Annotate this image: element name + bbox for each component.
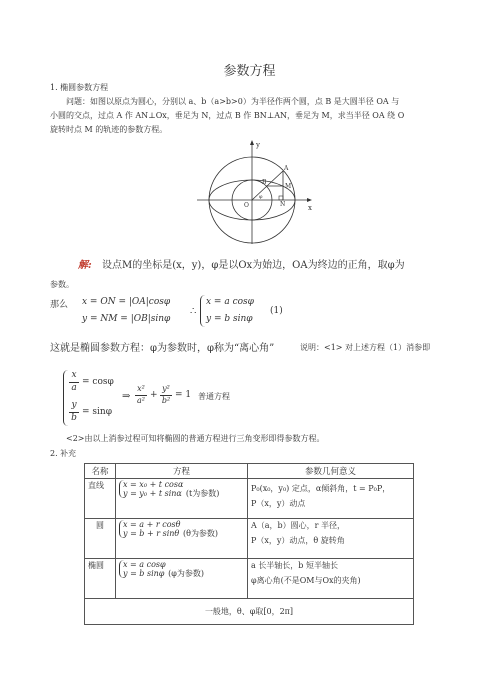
solution-label: 解: [78,260,92,271]
row-ellipse-meaning [248,559,414,599]
frac-x-rhs: = cosφ [82,377,114,387]
frac-y-den: b [71,413,77,423]
ellipse-param: (φ为参数) [168,569,205,578]
note-2: <2>由以上消参过程可知将椭圆的普通方程进行三角变形即得参数方程。 [66,434,325,443]
label-N: N [280,201,286,208]
ellipse-figure [195,138,325,246]
std-plus: + [150,390,158,400]
line-meaning-1: P₀(x₀，y₀) 定点，α倾斜角，t = P₀P， [251,484,391,493]
label-y: y [256,141,260,149]
derivation-x: x = ON = |OA|cosφ [82,297,171,307]
std-x-num: x² [137,384,145,393]
header-meaning: 参数几何意义 [248,464,414,479]
table-row [85,479,414,519]
result-brace [200,295,205,327]
radius-OA [252,171,283,200]
conclusion-text: 这就是椭圆参数方程：φ为参数时，φ称为“离心角” [50,343,275,354]
std-y-num: y² [162,384,170,393]
ellipse-brace [119,560,166,578]
circle-brace [119,520,180,538]
circle-eq-y: y = b + r sinθ [123,529,180,538]
frac-x-num: x [71,370,77,380]
label-x: x [308,204,312,212]
solution-line-1: 设点M的坐标是(x，y)，φ是以Ox为始边，OA为终边的正角，取φ为 [102,260,405,271]
section2-heading: 2. 补充 [50,449,77,458]
ellipse-eq-x: x = a cosφ [123,560,166,569]
frac-x-den: a [71,383,77,393]
problem-line-1: 问题：如图以原点为圆心，分别以 a、b（a>b>0）为半径作两个圆，点 B 是大圆半径 OA 与 [66,97,400,106]
section1-heading: 1. 椭圆参数方程 [50,83,109,92]
x-axis-arrow [307,198,312,202]
row-circle-equation [116,519,248,559]
line-eq-x: x = x₀ + t cosα [123,480,184,489]
row-circle-name: 圆 [85,519,116,559]
row-line-name: 直线 [85,479,116,519]
ellipse-meaning-1: a 长半轴长，b 短半轴长 [251,561,338,570]
table-row [85,519,414,559]
label-B: B [262,179,267,186]
implies-arrow: ⇒ [122,391,131,402]
equation-number: (1) [270,306,283,316]
right-angle-mark [279,196,283,200]
circle-meaning-2: P（x，y）动点，θ 旋转角 [251,536,345,545]
table-footer: 一般地，θ、φ取[0，2π] [85,599,414,625]
table-header-row [85,464,414,479]
label-M: M [285,183,292,190]
frac-y-num: y [71,400,77,410]
result-x: x = a cosφ [206,297,254,307]
line-meaning-2: P（x，y）动点 [251,499,306,508]
row-ellipse-equation [116,559,248,599]
circle-param: (θ为参数) [183,529,219,538]
note-1: 说明：<1> 对上述方程（1）消参即 [300,343,431,352]
row-line-meaning [248,479,414,519]
header-name: 名称 [85,464,116,479]
row-circle-meaning [248,519,414,559]
ellipse-meaning-2: φ离心角(不是OM与Ox的夹角) [251,576,361,585]
std-y-den: b² [161,396,171,405]
label-A: A [284,165,289,172]
ellipse-eq-y: y = b sinφ [123,569,165,578]
fraction-brace [63,370,68,426]
derivation-y: y = NM = |OB|sinφ [82,314,171,324]
therefore-sign: ∴ [190,306,197,317]
std-x-den: a² [137,396,145,405]
result-y: y = b sinφ [206,314,253,324]
table-row [85,559,414,599]
row-line-equation [116,479,248,519]
line-eq-y: y = y₀ + t sinα [123,489,182,498]
parametric-table [84,463,414,625]
frac-y-rhs: = sinφ [82,407,112,417]
line-param: (t为参数) [185,489,220,498]
problem-line-3: 旋转时点 M 的轨迹的参数方程。 [50,125,168,134]
page-title: 参数方程 [223,64,276,79]
circle-meaning-1: A（a，b）圆心，r 半径， [251,521,346,530]
problem-line-2: 小圆的交点，过点 A 作 AN⊥Ox，垂足为 N，过点 B 作 BN⊥AN，垂足为 M，求当半径 OA 绕 O [50,111,405,120]
std-rhs: = 1 [175,390,192,400]
solution-line-2: 参数。 [50,280,74,289]
y-axis-arrow [250,140,254,145]
table-footer-row [85,599,414,625]
label-O: O [244,202,249,209]
label-phi: φ [259,194,263,200]
then-word: 那么 [50,300,69,310]
row-ellipse-name: 椭圆 [85,559,116,599]
std-label: 普通方程 [198,392,230,401]
line-brace [119,480,183,498]
circle-eq-x: x = a + r cosθ [123,520,181,529]
header-equation: 方程 [116,464,248,479]
